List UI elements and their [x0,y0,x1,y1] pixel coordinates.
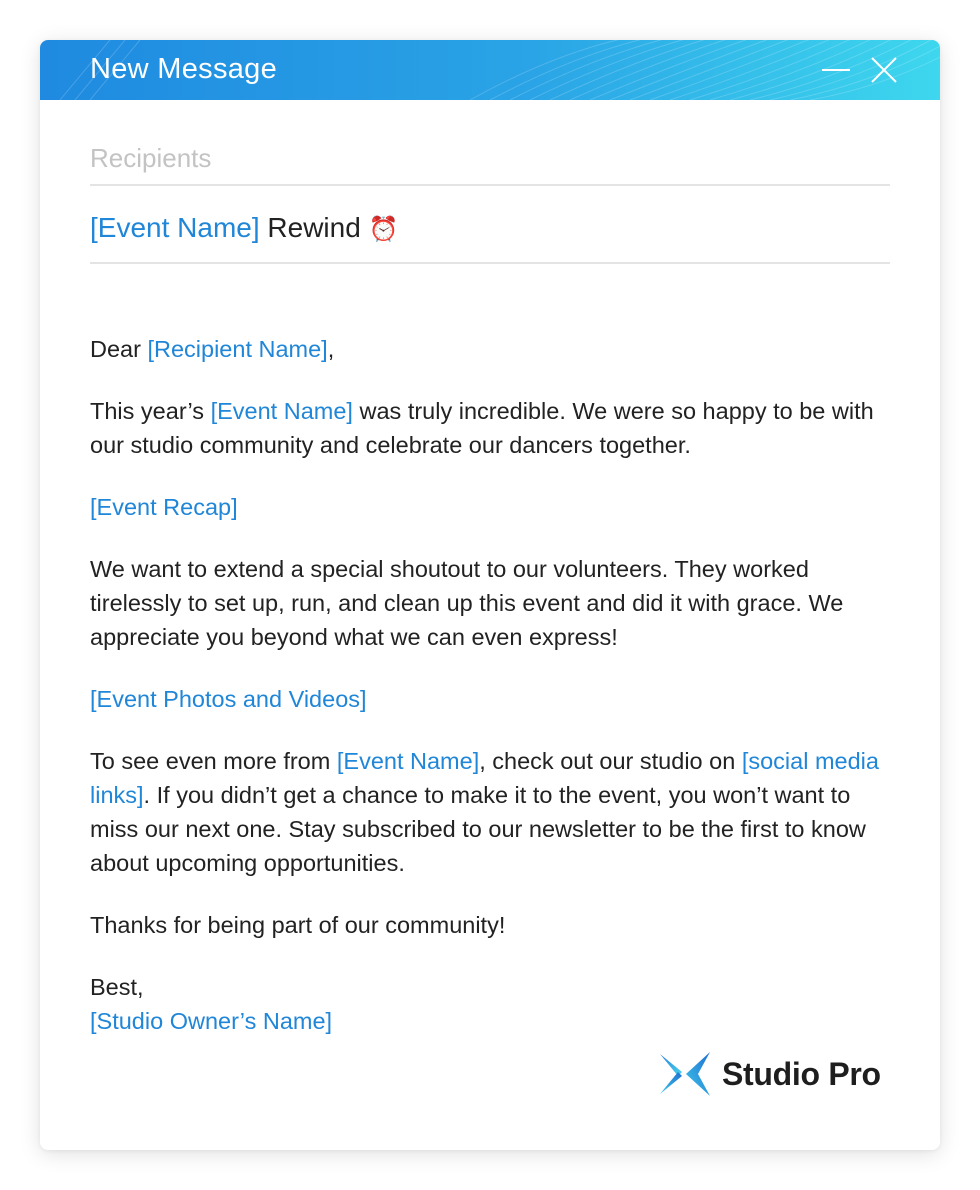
window-title: New Message [90,53,278,85]
social-media-links-placeholder: [social media links] [90,748,879,808]
signoff: Best, [Studio Owner’s Name] [90,974,333,1034]
subject-event-name-placeholder: [Event Name] [90,212,260,243]
thanks-line: Thanks for being part of our community! [90,912,506,938]
social-paragraph: To see even more from [Event Name], check out our studio on [social media links]. If you didn’t get a chance to make it to the event, you won’t want to miss our next one. Stay subscribed to our newsletter to be the first to know about upcoming opportunities. [90,748,879,876]
close-icon [868,54,900,86]
greeting: Dear [Recipient Name], [90,336,335,362]
studio-pro-logo-icon [658,1052,712,1096]
event-recap-placeholder: [Event Recap] [90,494,238,520]
minimize-button[interactable] [820,54,852,86]
recipient-name-placeholder: [Recipient Name] [147,336,328,362]
close-button[interactable] [868,54,900,86]
compose-window [40,40,940,1150]
event-media-placeholder: [Event Photos and Videos] [90,686,367,712]
studio-pro-wordmark: Studio Pro [722,1055,881,1092]
message-body[interactable] [90,332,905,1038]
recipients-placeholder: Recipients [90,143,212,173]
minimize-icon [820,54,852,86]
event-name-placeholder: [Event Name] [210,398,353,424]
subject-field[interactable] [90,208,890,264]
volunteers-paragraph: We want to extend a special shoutout to our volunteers. They worked tirelessly to set up, run, and clean up this event and did it with grace. We appreciate you beyond what we can even express! [90,556,844,650]
event-name-placeholder: [Event Name] [336,748,480,774]
subject-text: Rewind [259,212,369,243]
recipients-field[interactable] [90,140,890,186]
alarm-clock-icon: ⏰ [368,216,399,243]
studio-owner-name-placeholder: [Studio Owner’s Name] [90,1008,333,1034]
title-bar [40,40,940,100]
studio-pro-logo [658,1050,881,1098]
intro-paragraph: This year’s [Event Name] was truly incredible. We were so happy to be with our studio community and celebrate our dancers together. [90,398,874,458]
